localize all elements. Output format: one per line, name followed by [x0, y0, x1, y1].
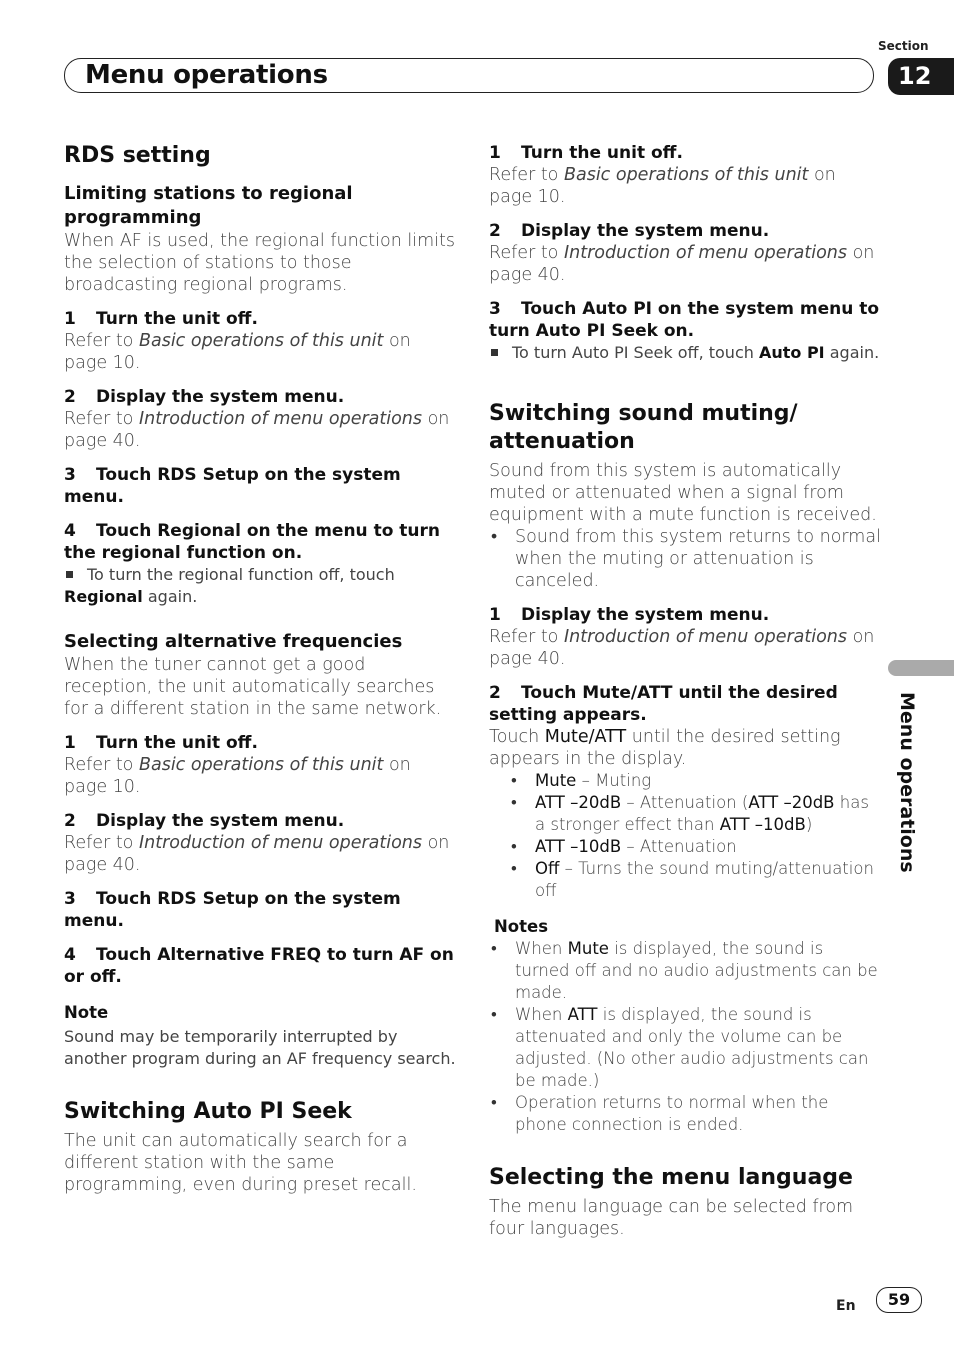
list-item: • When ATT is displayed, the sound is attenuated and only the volume can be adjusted. (No other audio adjustments can be made.)	[489, 1004, 881, 1092]
mute-intro: Sound from this system is automatically muted or attenuated when a signal from equipment with a mute function is received.	[489, 461, 877, 525]
step-3-rds-setup: 3 Touch RDS Setup on the system menu.	[64, 465, 401, 507]
rds-setting-heading: RDS setting	[64, 143, 211, 168]
list-item: • Mute – Muting	[509, 770, 881, 792]
pi-step-2: 2 Display the system menu.	[489, 221, 770, 241]
step-2-system-menu: 2 Display the system menu.	[64, 387, 345, 407]
pi-step-2-ref: Refer to Introduction of menu operations on page 40.	[489, 243, 875, 285]
regional-intro: When AF is used, the regional function limits the selection of stations to those broadcasting regional programs.	[64, 231, 455, 295]
step-1-ref: Refer to Basic operations of this unit on page 10.	[64, 331, 411, 373]
note-heading: Note	[64, 1003, 109, 1022]
notes-list	[489, 938, 881, 1136]
list-item: • Sound from this system returns to normal when the muting or attenuation is canceled.	[489, 526, 881, 592]
mute-options-list	[509, 770, 881, 902]
alt-step-1: 1 Turn the unit off.	[64, 733, 258, 753]
right-column	[489, 142, 881, 1240]
mute-step-1: 1 Display the system menu.	[489, 605, 770, 625]
list-item: • When Mute is displayed, the sound is turned off and no audio adjustments can be made.	[489, 938, 881, 1004]
pi-step-3-note: To turn Auto PI Seek off, touch Auto PI again.	[489, 342, 881, 364]
mute-bullet-list	[489, 526, 881, 592]
list-item: • ATT –10dB – Attenuation	[509, 836, 881, 858]
alt-freq-intro: When the tuner cannot get a good reception, the unit automatically searches for a different station in the same network.	[64, 655, 442, 719]
pi-step-1-ref: Refer to Basic operations of this unit on page 10.	[489, 165, 836, 207]
regional-heading: Limiting stations to regional programming	[64, 183, 353, 228]
auto-pi-heading: Switching Auto PI Seek	[64, 1099, 352, 1124]
section-label: Section	[878, 39, 929, 53]
auto-pi-intro: The unit can automatically search for a different station with the same programming, even during preset recall.	[64, 1131, 417, 1195]
pi-step-1: 1 Turn the unit off.	[489, 143, 683, 163]
step-4-regional: 4 Touch Regional on the menu to turn the regional function on.	[64, 521, 441, 563]
square-bullet-icon	[491, 349, 498, 356]
mute-step-1-ref: Refer to Introduction of menu operations on page 40.	[489, 627, 875, 669]
language-code: En	[836, 1298, 856, 1314]
section-number: 12	[888, 58, 954, 95]
alt-step-1-ref: Refer to Basic operations of this unit on page 10.	[64, 755, 411, 797]
alt-freq-heading: Selecting alternative frequencies	[64, 631, 403, 652]
note-text: Sound may be temporarily interrupted by another program during an AF frequency search.	[64, 1027, 456, 1068]
page-number: 59	[876, 1287, 922, 1313]
step-4-note: To turn the regional function off, touch Regional again.	[64, 565, 395, 606]
list-item: • ATT –20dB – Attenuation (ATT –20dB has a stronger effect than ATT –10dB)	[509, 792, 881, 836]
menu-language-intro: The menu language can be selected from four languages.	[489, 1197, 854, 1239]
list-item: • Operation returns to normal when the phone connection is ended.	[489, 1092, 881, 1136]
mute-step-2: 2 Touch Mute/ATT until the desired setting appears.	[489, 683, 838, 725]
menu-language-heading: Selecting the menu language	[489, 1165, 853, 1190]
alt-step-2: 2 Display the system menu.	[64, 811, 345, 831]
alt-step-3: 3 Touch RDS Setup on the system menu.	[64, 889, 401, 931]
alt-step-4: 4 Touch Alternative FREQ to turn AF on or off.	[64, 945, 454, 987]
side-tab-marker	[888, 660, 954, 676]
mute-heading: Switching sound muting/ attenuation	[489, 401, 798, 454]
notes-heading: Notes	[494, 917, 549, 936]
list-item: • Off – Turns the sound muting/attenuation off	[509, 858, 881, 902]
step-1-turn-off: 1 Turn the unit off.	[64, 309, 258, 329]
step-2-ref: Refer to Introduction of menu operations on page 40.	[64, 409, 450, 451]
mute-step-2-text: Touch Mute/ATT until the desired setting appears in the display.	[489, 727, 841, 769]
pi-step-3: 3 Touch Auto PI on the system menu to turn Auto PI Seek on.	[489, 299, 880, 341]
left-column	[64, 142, 456, 1196]
square-bullet-icon	[66, 571, 73, 578]
page-title: Menu operations	[85, 60, 328, 90]
side-tab-label: Menu operations	[896, 692, 918, 873]
alt-step-2-ref: Refer to Introduction of menu operations on page 40.	[64, 833, 450, 875]
